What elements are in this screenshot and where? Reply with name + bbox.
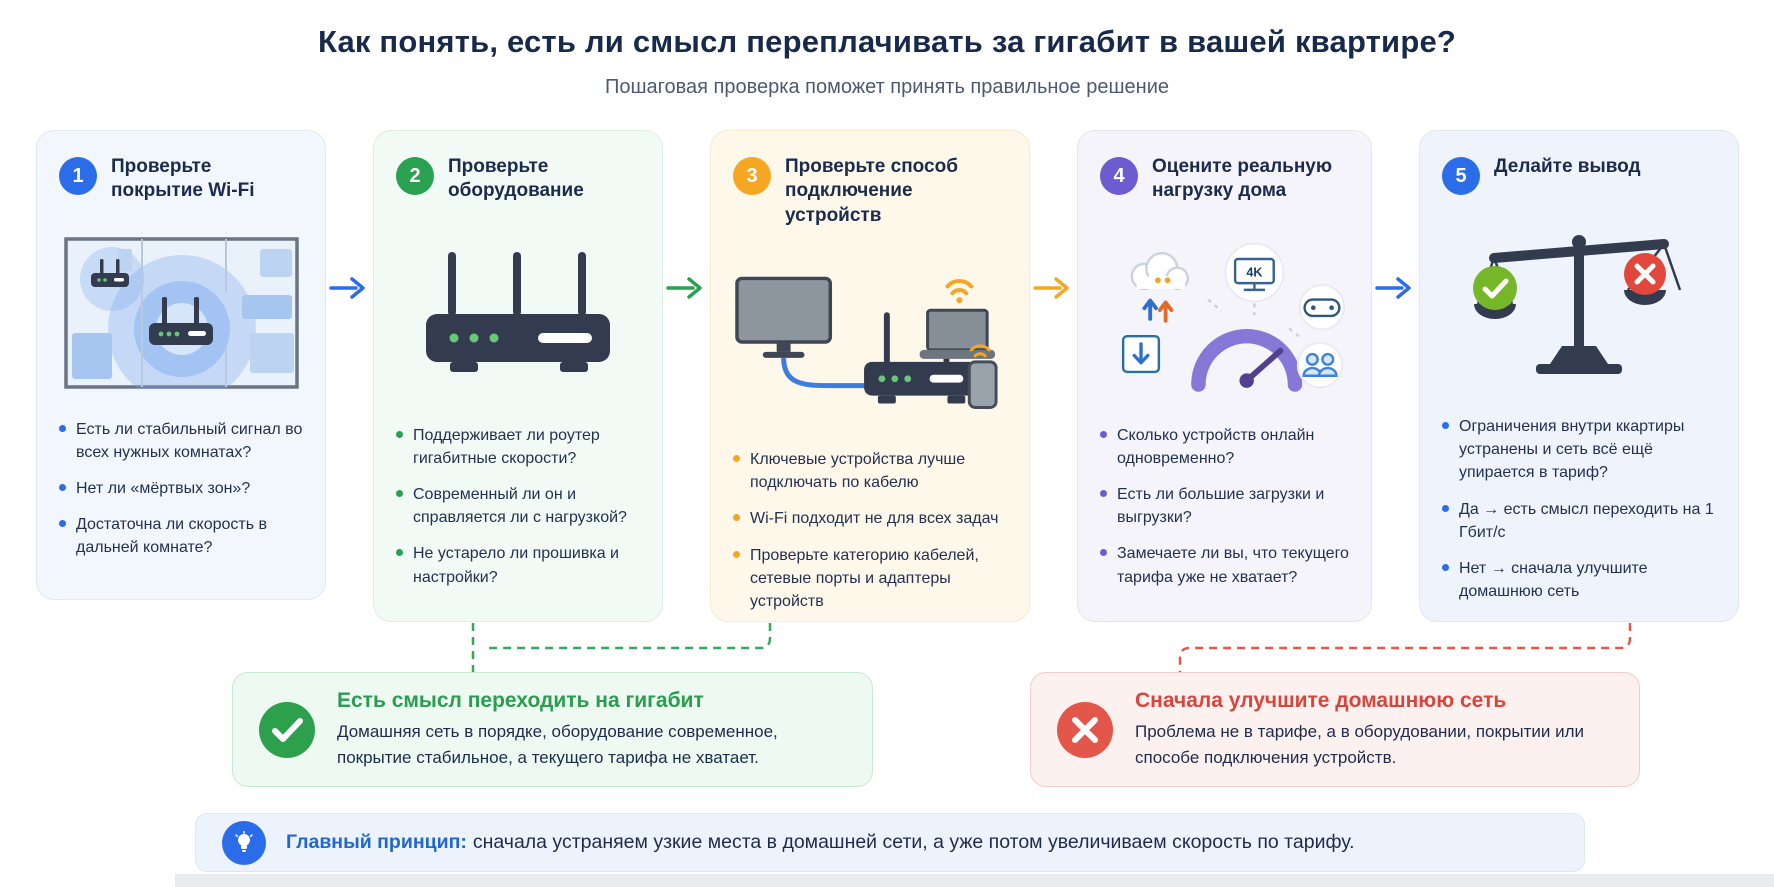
outcome-body: Домашняя сеть в порядке, оборудование современное, покрытие стабильное, а текущего тарифа не хватает. <box>337 722 778 767</box>
step-bullet: Wi-Fi подходит не для всех задач <box>733 507 1007 530</box>
step-card-4 <box>1077 130 1372 622</box>
bullet-dot-icon <box>733 514 740 521</box>
cloud-upload-icon <box>1132 253 1188 321</box>
x-circle-icon <box>1624 253 1666 295</box>
step-card-3 <box>710 130 1030 622</box>
outcome-title: Есть смысл переходить на гигабит <box>337 689 704 712</box>
bullet-dot-icon <box>396 431 403 438</box>
network-load-icons <box>1100 231 1349 397</box>
bullet-dot-icon <box>59 520 66 527</box>
step-header <box>396 155 640 204</box>
bullet-dot-icon <box>1100 490 1107 497</box>
bullet-dot-icon <box>1442 422 1449 429</box>
decision-illustration <box>1442 209 1716 397</box>
step-bullet: Поддерживает ли роутер гигабитные скорости? <box>396 424 640 470</box>
positive-outcome-box <box>232 672 873 787</box>
step-bullet: Нет → сначала улучшите домашнюю сеть <box>1442 557 1716 603</box>
connector-red <box>1180 623 1630 672</box>
flow-arrow-right-icon <box>1374 274 1414 302</box>
step-header <box>1100 155 1349 204</box>
step-bullet: Проверьте категорию кабелей, сетевые порты и адаптеры устройств <box>733 544 1007 614</box>
step-bullet-list <box>59 418 303 560</box>
step-bullet: Ключевые устройства лучше подключать по кабелю <box>733 448 1007 494</box>
wifi-signal-icon <box>947 281 971 293</box>
step-bullet-list <box>1442 415 1716 603</box>
bullet-dot-icon <box>59 484 66 491</box>
step-title: Оцените реальную нагрузку дома <box>1152 156 1333 202</box>
page-subtitle: Пошаговая проверка поможет принять правильное решение <box>604 76 1169 98</box>
bullet-dot-icon <box>396 490 403 497</box>
balance-scale-icon <box>1472 212 1686 394</box>
step-number-badge: 1 <box>59 157 97 195</box>
laptop-icon <box>920 310 995 359</box>
floorplan-illustration <box>59 234 303 392</box>
bullet-dot-icon <box>59 425 66 432</box>
step-card-2 <box>373 130 663 622</box>
outcome-title: Сначала улучшите домашнюю сеть <box>1135 689 1507 712</box>
outcome-text <box>337 689 846 770</box>
monitor-icon <box>737 278 830 357</box>
step-bullet: Сколько устройств онлайн одновременно? <box>1100 424 1349 470</box>
wifi-coverage-floorplan-icon <box>64 237 299 389</box>
bullet-dot-icon <box>733 455 740 462</box>
gamepad-icon <box>1300 285 1344 329</box>
step-bullet: Достаточна ли скорость в дальней комнате? <box>59 513 303 559</box>
step-number-badge: 2 <box>396 157 434 195</box>
outcome-body: Проблема не в тарифе, а в оборудовании, покрытии или способе подключения устройств. <box>1135 722 1585 767</box>
flow-arrow-right-icon <box>1032 274 1072 302</box>
step-header <box>733 155 1007 228</box>
bullet-dot-icon <box>1442 505 1449 512</box>
router-icon <box>412 246 624 382</box>
smartphone-icon <box>969 362 996 408</box>
step-bullet: Замечаете ли вы, что текущего тарифа уже не хватает? <box>1100 542 1349 588</box>
lightbulb-icon <box>222 821 266 865</box>
flow-arrow-right-icon <box>665 274 705 302</box>
x-circle-icon <box>1057 702 1113 758</box>
step-number-badge: 3 <box>733 157 771 195</box>
step-card-5 <box>1419 130 1739 622</box>
step-number-badge: 4 <box>1100 157 1138 195</box>
check-circle-icon <box>259 702 315 758</box>
step-header <box>1442 155 1716 195</box>
principle-banner <box>195 813 1585 872</box>
bullet-dot-icon <box>1100 431 1107 438</box>
page-title: Как понять, есть ли смысл переплачивать за гигабит в вашей квартире? <box>317 24 1457 59</box>
step-bullet: Есть ли большие загрузки и выгрузки? <box>1100 483 1349 529</box>
principle-text: Главный принцип: сначала устраняем узкие места в домашней сети, а уже потом увеличиваем скорость по тарифу. <box>286 831 1355 853</box>
step-header <box>59 155 303 204</box>
step-bullet-list <box>396 424 640 589</box>
router-illustration <box>396 230 640 398</box>
svg-text:4K: 4K <box>1246 264 1263 279</box>
step-title: Проверьте покрытие Wi-Fi <box>111 156 255 202</box>
home-load-illustration <box>1100 230 1349 398</box>
users-icon <box>1298 343 1342 387</box>
step-card-1 <box>36 130 326 600</box>
step-bullet: Ограничения внутри ккартиры устранены и сеть всё ещё упирается в тариф? <box>1442 415 1716 485</box>
step-bullet: Да → есть смысл переходить на 1 Гбит/с <box>1442 498 1716 544</box>
bullet-dot-icon <box>1100 549 1107 556</box>
wired-and-wireless-devices-icon <box>733 262 1007 414</box>
connector-green <box>485 623 770 648</box>
step-bullet: Нет ли «мёртвых зон»? <box>59 477 303 500</box>
speedometer-icon <box>1198 336 1295 388</box>
outcome-text <box>1135 689 1613 770</box>
flow-arrow-right-icon <box>328 274 368 302</box>
bullet-dot-icon <box>733 551 740 558</box>
bottom-strip <box>175 874 1774 887</box>
step-bullet-list <box>733 448 1007 613</box>
download-icon <box>1123 336 1159 372</box>
step-number-badge: 5 <box>1442 157 1480 195</box>
ethernet-cable <box>784 358 864 386</box>
step-bullet: Есть ли стабильный сигнал во всех нужных комнатах? <box>59 418 303 464</box>
step-bullet: Не устарело ли прошивка и настройки? <box>396 542 640 588</box>
negative-outcome-box <box>1030 672 1640 787</box>
tv-4k-icon <box>1225 243 1283 301</box>
connection-methods-illustration <box>733 254 1007 422</box>
step-title: Делайте вывод <box>1494 156 1641 177</box>
step-title: Проверьте оборудование <box>448 156 584 202</box>
principle-label: Главный принцип: <box>286 831 467 853</box>
step-bullet-list <box>1100 424 1349 589</box>
bullet-dot-icon <box>396 549 403 556</box>
step-bullet: Современный ли он и справляется ли с нагрузкой? <box>396 483 640 529</box>
bullet-dot-icon <box>1442 564 1449 571</box>
step-title: Проверьте способ подключение устройств <box>785 156 958 226</box>
check-circle-icon <box>1473 266 1517 310</box>
